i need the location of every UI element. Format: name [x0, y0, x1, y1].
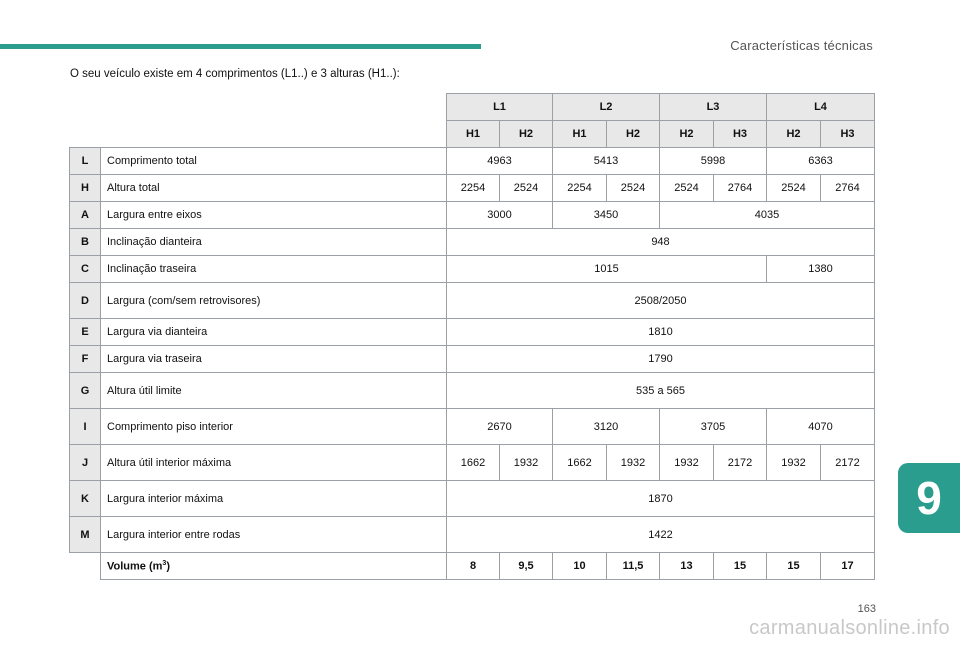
row-value: 1422: [447, 517, 875, 553]
row-value: 2524: [500, 175, 553, 202]
row-value: 3450: [553, 202, 660, 229]
volume-value: 8: [447, 553, 500, 580]
volume-label: [101, 553, 447, 580]
row-value: 535 a 565: [447, 373, 875, 409]
volume-value: 9,5: [500, 553, 553, 580]
row-value: 1380: [767, 256, 875, 283]
row-code: F: [70, 346, 101, 373]
row-value: 4070: [767, 409, 875, 445]
length-header: L2: [553, 94, 660, 121]
header-row-lengths: [70, 94, 875, 121]
row-value: 1932: [607, 445, 660, 481]
page-number: 163: [857, 603, 876, 615]
volume-value: 15: [767, 553, 821, 580]
row-label: Largura interior entre rodas: [101, 517, 447, 553]
chapter-tab: [898, 463, 960, 533]
row-value: 1662: [447, 445, 500, 481]
height-header: H2: [500, 121, 553, 148]
row-value: 3120: [553, 409, 660, 445]
row-value: 2524: [767, 175, 821, 202]
section-title: Características técnicas: [730, 38, 873, 53]
row-value: 1932: [767, 445, 821, 481]
row-value: 4035: [660, 202, 875, 229]
table-row: [70, 202, 875, 229]
table-row: [70, 346, 875, 373]
height-header: H2: [767, 121, 821, 148]
row-label: Largura entre eixos: [101, 202, 447, 229]
volume-row: [70, 553, 875, 580]
row-value: 2508/2050: [447, 283, 875, 319]
row-value: 2254: [447, 175, 500, 202]
length-header: L3: [660, 94, 767, 121]
row-value: 2172: [714, 445, 767, 481]
height-header: H2: [607, 121, 660, 148]
row-code: A: [70, 202, 101, 229]
row-value: 1015: [447, 256, 767, 283]
length-header: L4: [767, 94, 875, 121]
row-value: 948: [447, 229, 875, 256]
table-row: [70, 445, 875, 481]
row-label: Largura (com/sem retrovisores): [101, 283, 447, 319]
table-row: [70, 319, 875, 346]
header-accent-bar: [0, 44, 481, 49]
dimensions-table-body: [70, 94, 875, 580]
row-code: H: [70, 175, 101, 202]
dimensions-table: [69, 93, 875, 580]
row-value: 2172: [821, 445, 875, 481]
table-row: [70, 517, 875, 553]
height-header: H1: [447, 121, 500, 148]
table-row: [70, 283, 875, 319]
row-label: Comprimento total: [101, 148, 447, 175]
watermark: carmanualsonline.info: [749, 617, 950, 639]
row-label: Altura útil limite: [101, 373, 447, 409]
row-label: Altura total: [101, 175, 447, 202]
volume-label-text: Volume (m: [107, 560, 163, 573]
row-label: Largura via traseira: [101, 346, 447, 373]
row-value: 5413: [553, 148, 660, 175]
row-code: J: [70, 445, 101, 481]
row-label: Inclinação dianteira: [101, 229, 447, 256]
table-row: [70, 175, 875, 202]
volume-value: 10: [553, 553, 607, 580]
row-code: L: [70, 148, 101, 175]
row-code: D: [70, 283, 101, 319]
row-value: 2670: [447, 409, 553, 445]
row-value: 1932: [500, 445, 553, 481]
row-label: Inclinação traseira: [101, 256, 447, 283]
row-value: 1790: [447, 346, 875, 373]
height-header: H3: [821, 121, 875, 148]
header-row-heights: [70, 121, 875, 148]
row-code: B: [70, 229, 101, 256]
table-row: [70, 481, 875, 517]
row-code: I: [70, 409, 101, 445]
volume-label-end: ): [166, 560, 170, 573]
height-header: H3: [714, 121, 767, 148]
row-value: 2524: [607, 175, 660, 202]
row-value: 1662: [553, 445, 607, 481]
row-label: Largura interior máxima: [101, 481, 447, 517]
volume-value: 13: [660, 553, 714, 580]
height-header: H2: [660, 121, 714, 148]
row-value: 2254: [553, 175, 607, 202]
row-label: Altura útil interior máxima: [101, 445, 447, 481]
table-row: [70, 148, 875, 175]
row-value: 1870: [447, 481, 875, 517]
row-label: Comprimento piso interior: [101, 409, 447, 445]
row-code: C: [70, 256, 101, 283]
row-value: 2764: [821, 175, 875, 202]
row-value: 2764: [714, 175, 767, 202]
table-row: [70, 229, 875, 256]
row-value: 3705: [660, 409, 767, 445]
chapter-number: 9: [916, 472, 942, 524]
row-label: Largura via dianteira: [101, 319, 447, 346]
row-code: M: [70, 517, 101, 553]
row-value: 4963: [447, 148, 553, 175]
table-row: [70, 409, 875, 445]
volume-value: 11,5: [607, 553, 660, 580]
row-value: 6363: [767, 148, 875, 175]
row-value: 5998: [660, 148, 767, 175]
row-code: G: [70, 373, 101, 409]
row-value: 2524: [660, 175, 714, 202]
volume-value: 17: [821, 553, 875, 580]
intro-text: O seu veículo existe em 4 comprimentos (L1..) e 3 alturas (H1..):: [70, 68, 400, 80]
table-row: [70, 256, 875, 283]
row-code: K: [70, 481, 101, 517]
height-header: H1: [553, 121, 607, 148]
table-row: [70, 373, 875, 409]
volume-value: 15: [714, 553, 767, 580]
row-value: 3000: [447, 202, 553, 229]
volume-unit-superscript: 3: [162, 559, 167, 567]
row-code: E: [70, 319, 101, 346]
row-value: 1932: [660, 445, 714, 481]
length-header: L1: [447, 94, 553, 121]
row-value: 1810: [447, 319, 875, 346]
